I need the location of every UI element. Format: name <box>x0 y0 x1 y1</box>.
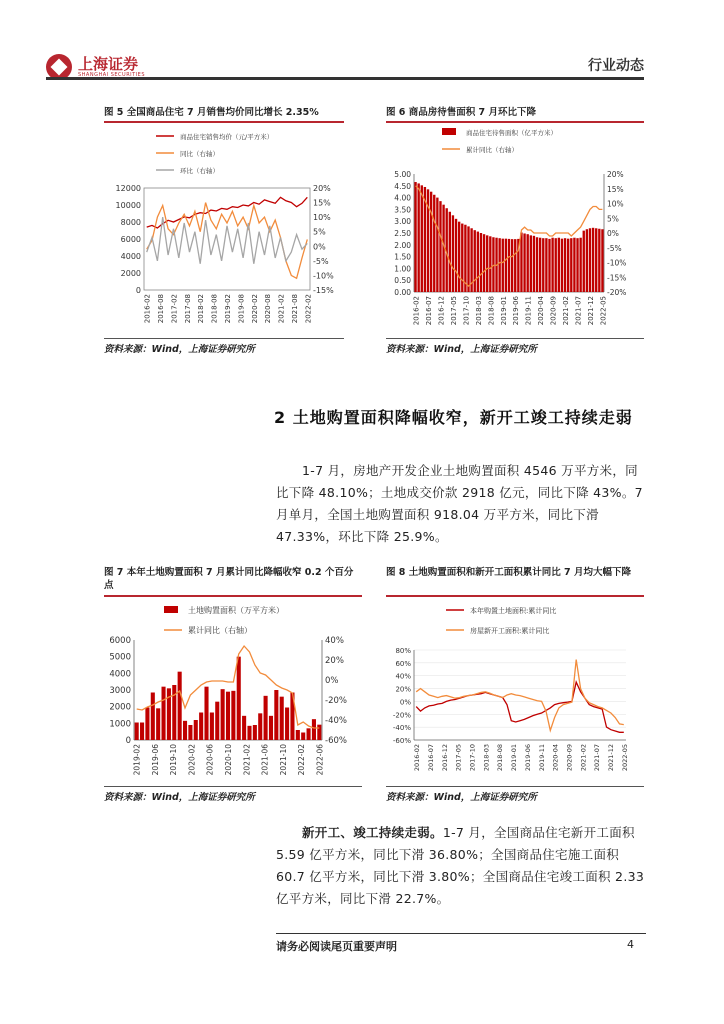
bar <box>421 185 423 292</box>
bar <box>433 195 435 292</box>
x-tick-label: 2018-08 <box>487 296 496 326</box>
fig5-chart <box>104 124 344 334</box>
paragraph-body: 1-7 月，全国商品住宅新开工面积 5.59 亿平方米，同比下滑 36.80%；全国商品住宅施工面积 60.7 亿平方米，同比下滑 3.80%；全国商品住宅竣工面积 2.33 亿平方米，同比下滑 22.7%。 <box>276 825 645 906</box>
bar <box>474 230 476 292</box>
bar <box>307 728 311 740</box>
bar <box>573 238 575 292</box>
fig7-title: 图 7 本年土地购置面积 7 月累计同比降幅收窄 0.2 个百分点 <box>104 567 354 591</box>
legend-label: 累计同比（右轴） <box>188 626 252 635</box>
x-tick-label: 2019-06 <box>512 296 521 326</box>
y2-tick-label: -20% <box>607 288 627 297</box>
fig5-source: 资料来源：Wind，上海证券研究所 <box>104 344 255 355</box>
bar <box>178 672 182 740</box>
legend-label: 累计同比（右轴） <box>466 146 518 154</box>
x-tick-label: 2021-10 <box>278 744 288 776</box>
y-tick-label: 80% <box>395 647 411 655</box>
bar <box>505 239 507 292</box>
x-tick-label: 2016-02 <box>143 294 152 324</box>
report-type: 行业动态 <box>588 58 644 74</box>
bar <box>274 690 278 740</box>
y2-tick-label: -5% <box>607 243 622 253</box>
bar <box>576 238 578 292</box>
y-tick-label: 1.50 <box>394 252 411 262</box>
y2-tick-label: 20% <box>325 656 344 666</box>
y2-tick-label: -40% <box>325 716 347 726</box>
y2-tick-label: -15% <box>607 273 627 283</box>
footer-notice: 请务必阅读尾页重要声明 <box>276 940 397 953</box>
bar <box>589 228 591 292</box>
bar <box>417 183 419 292</box>
y2-tick-label: 10% <box>313 213 331 223</box>
legend-label: 环比（右轴） <box>180 167 219 175</box>
bar <box>595 228 597 292</box>
fig7-source: 资料来源：Wind，上海证券研究所 <box>104 792 255 803</box>
y-tick-label: 2.50 <box>394 229 411 238</box>
legend-label: 房屋新开工面积:累计同比 <box>470 627 550 635</box>
bar <box>258 713 262 740</box>
x-tick-label: 2016-12 <box>437 296 446 326</box>
y2-tick-label: 20% <box>607 170 624 179</box>
x-tick-label: 2017-10 <box>462 296 471 326</box>
bar <box>586 229 588 292</box>
bar <box>247 726 251 740</box>
bar <box>455 219 457 292</box>
x-tick-label: 2020-10 <box>224 744 233 776</box>
x-tick-label: 2020-04 <box>551 744 560 772</box>
bar <box>301 733 305 741</box>
y-tick-label: 20% <box>395 685 411 694</box>
fig8-source: 资料来源：Wind，上海证券研究所 <box>386 792 537 803</box>
y2-tick-label: -20% <box>325 696 347 706</box>
bar <box>570 238 572 292</box>
fig5-title: 图 5 全国商品住宅 7 月销售均价同比增长 2.35% <box>104 107 319 118</box>
fig5-source-rule <box>104 338 344 339</box>
bar <box>508 239 510 292</box>
bar <box>145 708 149 741</box>
x-tick-label: 2018-03 <box>474 296 483 326</box>
header-divider <box>46 77 644 80</box>
x-tick-label: 2018-03 <box>482 744 491 772</box>
y-tick-label: 4000 <box>109 669 131 680</box>
bar <box>458 222 460 292</box>
fig6-source: 资料来源：Wind，上海证券研究所 <box>386 344 537 355</box>
fig8-title-rule <box>386 595 644 597</box>
y-tick-label: 10000 <box>115 201 141 210</box>
y-tick-label: 2000 <box>120 269 141 278</box>
y-tick-label: 0.00 <box>394 288 411 297</box>
bar <box>480 233 482 292</box>
bar <box>194 720 198 740</box>
bar <box>561 239 563 292</box>
x-tick-label: 2020-08 <box>264 294 273 324</box>
y2-tick-label: -60% <box>325 736 347 746</box>
y-tick-label: 3.00 <box>394 217 411 227</box>
y-tick-label: -40% <box>392 724 411 733</box>
bar <box>452 215 454 292</box>
bar <box>530 235 532 292</box>
x-tick-label: 2019-02 <box>224 294 232 324</box>
y2-tick-label: -5% <box>313 256 329 266</box>
x-tick-label: 2017-05 <box>454 744 463 772</box>
x-tick-label: 2022-05 <box>620 744 629 772</box>
logo-subtext: SHANGHAI SECURITIES <box>78 71 146 78</box>
x-tick-label: 2019-01 <box>510 744 519 772</box>
legend-swatch <box>442 128 456 135</box>
x-tick-label: 2019-01 <box>499 296 508 326</box>
x-tick-label: 2021-02 <box>562 296 571 326</box>
bar <box>514 239 516 292</box>
x-tick-label: 2016-07 <box>427 744 436 772</box>
bar <box>156 708 160 740</box>
bar <box>548 239 550 292</box>
x-tick-label: 2016-07 <box>425 296 434 326</box>
y-tick-label: 0% <box>399 698 411 707</box>
bar <box>439 201 441 292</box>
legend-swatch <box>164 606 178 613</box>
bar <box>583 231 585 292</box>
bar <box>523 233 525 292</box>
x-tick-label: 2016-02 <box>413 744 422 772</box>
legend-label: 商品住宅销售均价（元/平方米） <box>180 133 274 141</box>
bar <box>449 212 451 292</box>
y-tick-label: 0.50 <box>394 276 411 286</box>
bar <box>221 689 225 740</box>
bar <box>312 719 316 740</box>
x-tick-label: 2021-08 <box>290 294 299 324</box>
y-tick-label: 2.00 <box>394 240 411 250</box>
y-tick-label: 0 <box>135 286 141 295</box>
y-tick-label: 4.50 <box>394 181 411 191</box>
x-tick-label: 2022-02 <box>304 294 313 324</box>
x-tick-label: 2017-02 <box>170 294 179 324</box>
y2-tick-label: -10% <box>607 258 627 268</box>
x-tick-label: 2016-08 <box>157 294 166 324</box>
y2-tick-label: 40% <box>325 636 344 646</box>
y-tick-label: -20% <box>392 711 411 720</box>
fig6-title: 图 6 商品房待售面积 7 月环比下降 <box>386 107 536 118</box>
legend-label: 同比（右轴） <box>180 150 219 158</box>
bar <box>199 713 203 741</box>
fig6-chart <box>386 124 644 334</box>
y-tick-label: 40% <box>395 672 411 681</box>
fig8-chart <box>386 598 644 784</box>
bar <box>280 697 284 740</box>
x-tick-label: 2018-08 <box>210 294 219 324</box>
y-tick-label: 1.00 <box>394 264 411 274</box>
bar <box>231 691 235 740</box>
logo-text: 上海证券 <box>78 54 139 73</box>
y-tick-label: 8000 <box>120 218 141 227</box>
x-tick-label: 2019-02 <box>132 744 142 776</box>
bar <box>135 723 139 741</box>
fig6-title-rule <box>386 121 644 123</box>
bar <box>436 198 438 292</box>
bar <box>551 238 553 292</box>
fig5-title-rule <box>104 121 344 123</box>
bar <box>498 238 500 292</box>
paragraph-lead: 新开工、竣工持续走弱。 <box>302 825 443 840</box>
bar <box>483 234 485 292</box>
fig8-title: 图 8 土地购置面积和新开工面积累计同比 7 月均大幅下降 <box>386 567 631 578</box>
y-tick-label: 1000 <box>109 719 131 730</box>
y-tick-label: 60% <box>395 659 411 668</box>
y2-tick-label: 0% <box>607 229 619 238</box>
x-tick-label: 2019-11 <box>524 296 533 326</box>
x-tick-label: 2020-04 <box>537 296 546 326</box>
y2-tick-label: 0% <box>313 242 326 252</box>
x-tick-label: 2021-07 <box>574 296 583 326</box>
y2-tick-label: 0% <box>325 676 339 686</box>
bar <box>414 182 416 292</box>
bar <box>539 238 541 292</box>
y-tick-label: 6000 <box>120 235 141 244</box>
bar <box>140 723 144 741</box>
x-tick-label: 2017-10 <box>468 744 477 772</box>
x-tick-label: 2020-02 <box>187 744 197 776</box>
bar <box>527 234 529 292</box>
fig6-source-rule <box>386 338 644 339</box>
x-tick-label: 2021-06 <box>260 744 270 776</box>
x-tick-label: 2018-08 <box>496 744 505 772</box>
bar <box>511 239 513 292</box>
x-tick-label: 2022-06 <box>315 744 325 776</box>
bar <box>564 238 566 292</box>
x-tick-label: 2016-12 <box>440 744 449 772</box>
bar <box>598 229 600 292</box>
y-tick-label: 5.00 <box>394 170 411 179</box>
plot-frame <box>144 188 310 290</box>
x-tick-label: 2021-02 <box>242 744 252 776</box>
y2-tick-label: 15% <box>313 198 331 208</box>
bar <box>467 226 469 292</box>
y2-tick-label: 5% <box>607 214 619 224</box>
bar <box>296 730 300 740</box>
y-tick-label: 4.00 <box>394 193 411 203</box>
x-tick-label: 2020-02 <box>250 294 259 324</box>
y2-tick-label: 20% <box>313 184 331 193</box>
bar <box>558 238 560 292</box>
bar <box>533 236 535 292</box>
y-tick-label: 4000 <box>120 252 141 261</box>
bar <box>477 232 479 292</box>
fig7-chart <box>104 598 362 784</box>
legend-label: 本年购置土地面积:累计同比 <box>470 607 557 615</box>
x-tick-label: 2019-06 <box>523 744 532 772</box>
bar <box>226 692 230 740</box>
y-tick-label: 5000 <box>109 652 131 663</box>
y-tick-label: 6000 <box>109 636 131 646</box>
x-tick-label: 2021-07 <box>593 744 602 772</box>
y2-tick-label: 15% <box>607 184 624 194</box>
bar <box>492 237 494 292</box>
bar <box>555 238 557 292</box>
bar <box>242 716 246 740</box>
y2-tick-label: 5% <box>313 227 326 237</box>
bar <box>188 725 192 740</box>
x-tick-label: 2021-12 <box>586 296 595 326</box>
bar <box>269 716 273 740</box>
paragraph-construction <box>276 822 646 910</box>
fig7-title-rule <box>104 595 362 597</box>
bar <box>183 721 187 740</box>
section-title: 2 土地购置面积降幅收窄，新开工竣工持续走弱 <box>274 408 633 427</box>
x-tick-label: 2016-02 <box>412 296 421 326</box>
bar <box>567 239 569 292</box>
series-line <box>416 682 624 732</box>
series-line <box>416 660 624 731</box>
bar <box>317 725 321 740</box>
paragraph-land: 1-7 月，房地产开发企业土地购置面积 4546 万平方米，同比下降 48.10%；土地成交价款 2918 亿元，同比下降 43%。7 月单月，全国土地购置面积 918.04 万平方米，同比下滑 47.33%，环比下降 25.9%。 <box>276 463 643 544</box>
x-tick-label: 2022-05 <box>599 296 608 326</box>
bar <box>520 233 522 292</box>
bar <box>545 238 547 292</box>
x-tick-label: 2019-08 <box>237 294 246 324</box>
y2-tick-label: -15% <box>313 286 334 295</box>
y-tick-label: -60% <box>392 737 411 745</box>
bar <box>204 687 208 740</box>
bar <box>237 657 241 740</box>
bar <box>536 237 538 292</box>
footer-divider <box>276 933 646 934</box>
page-number: 4 <box>627 938 634 951</box>
x-tick-label: 2022-02 <box>297 744 307 776</box>
bar <box>215 702 219 740</box>
fig7-source-rule <box>104 786 362 787</box>
y2-tick-label: 10% <box>607 199 624 209</box>
x-tick-label: 2017-05 <box>449 296 458 326</box>
bar <box>489 236 491 292</box>
bar <box>285 708 289 741</box>
bar <box>264 696 268 740</box>
y-tick-label: 2000 <box>109 702 131 713</box>
x-tick-label: 2021-02 <box>277 294 286 324</box>
bar <box>162 687 166 740</box>
x-tick-label: 2017-08 <box>183 294 192 324</box>
x-tick-label: 2021-02 <box>579 744 588 772</box>
bar <box>253 725 257 740</box>
bar <box>579 238 581 292</box>
bar <box>601 229 603 292</box>
x-tick-label: 2020-06 <box>205 744 215 776</box>
y2-tick-label: -10% <box>313 271 334 281</box>
x-tick-label: 2021-12 <box>606 744 615 772</box>
bar <box>151 693 155 741</box>
bar <box>486 235 488 292</box>
bar <box>502 239 504 292</box>
x-tick-label: 2018-02 <box>197 294 206 324</box>
legend-label: 土地购置面积（万平方米） <box>188 606 284 615</box>
y-tick-label: 3.50 <box>394 205 411 215</box>
bar <box>592 228 594 292</box>
bar <box>542 238 544 292</box>
legend-label: 商品住宅待售面积（亿平方米） <box>466 129 557 137</box>
bar <box>210 713 214 741</box>
y-tick-label: 12000 <box>115 184 141 193</box>
x-tick-label: 2020-09 <box>549 296 558 326</box>
x-tick-label: 2019-11 <box>537 744 546 772</box>
x-tick-label: 2020-09 <box>565 744 574 772</box>
y-tick-label: 0 <box>125 736 131 746</box>
x-tick-label: 2019-10 <box>169 744 179 776</box>
fig8-source-rule <box>386 786 644 787</box>
bar <box>430 192 432 292</box>
x-tick-label: 2019-06 <box>150 744 160 776</box>
y-tick-label: 3000 <box>109 686 131 696</box>
